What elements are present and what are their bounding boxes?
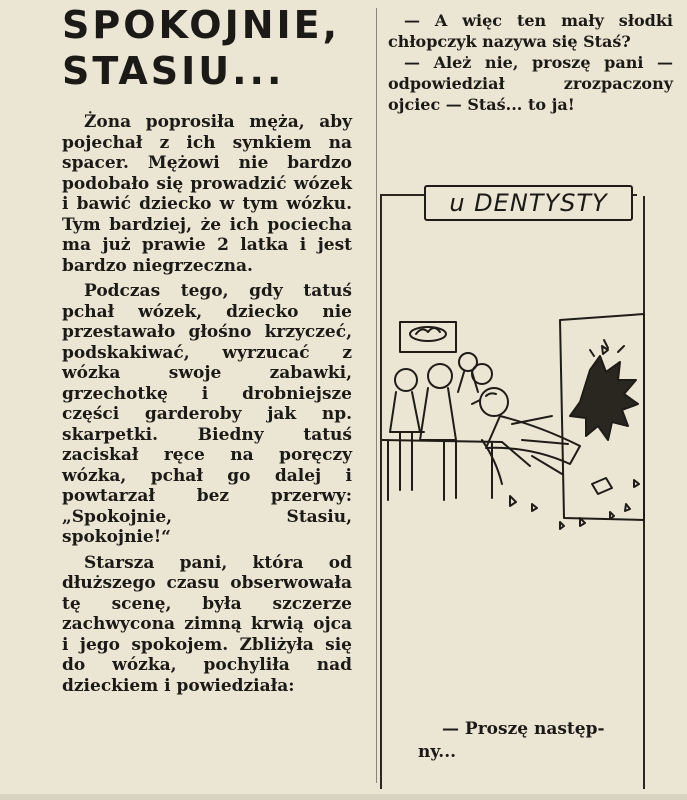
cartoon-caption <box>418 718 640 764</box>
patient-head-icon <box>472 364 492 384</box>
patient-head-icon <box>395 369 417 391</box>
headline-line-2: STASIU... <box>62 49 285 93</box>
cartoon-illustration <box>382 300 652 540</box>
headline <box>62 2 340 94</box>
caption-line-1: — Proszę następ- <box>442 719 605 739</box>
patient-head-icon <box>428 364 452 388</box>
dentist-head-icon <box>480 388 508 416</box>
dialogue-line: — A więc ten mały słodki chłopczyk nazywa się Staś? <box>388 11 673 51</box>
caption-line-2: ny... <box>418 742 457 762</box>
cartoon-sign: u DENTYSTY <box>424 185 633 221</box>
story-body <box>62 112 352 701</box>
headline-line-1: SPOKOJNIE, <box>62 3 341 47</box>
story-continuation <box>388 10 673 115</box>
page-edge <box>0 794 687 800</box>
story-paragraph: Starsza pani, która od dłuższego czasu obserwowała tę scenę, była szczerze zachwycona zimną krwią ojca i jego spokojem. Zbliżyła się do wózka, pochyliła nad dzieckiem i powiedziała: <box>62 552 352 696</box>
story-paragraph: Żona poprosiła męża, aby pojechał z ich synkiem na spacer. Mężowi nie bardzo podobało się prowadzić wózek i bawić dziecko w tym wózku. Tym bardziej, że ich pociecha ma już prawie 2 latka i jest bardzo niegrzeczna. <box>62 112 352 276</box>
story-paragraph: Podczas tego, gdy tatuś pchał wózek, dziecko nie przestawało głośno krzyczeć, podskakiwać, wyrzucać z wózka swoje zabawki, grzechotkę i drobniejsze części garderoby jak np. skarpetki. Biedny tatuś zaciskał ręce na poręczy wózka, pchał go dalej i powtarzał bez przerwy: „Spokojnie, Stasiu, spokojnie!“ <box>62 281 352 547</box>
column-divider <box>376 8 377 783</box>
dialogue-line: — Ależ nie, proszę pani — odpowiedział zrozpaczony ojciec — Staś... to ja! <box>388 53 673 114</box>
